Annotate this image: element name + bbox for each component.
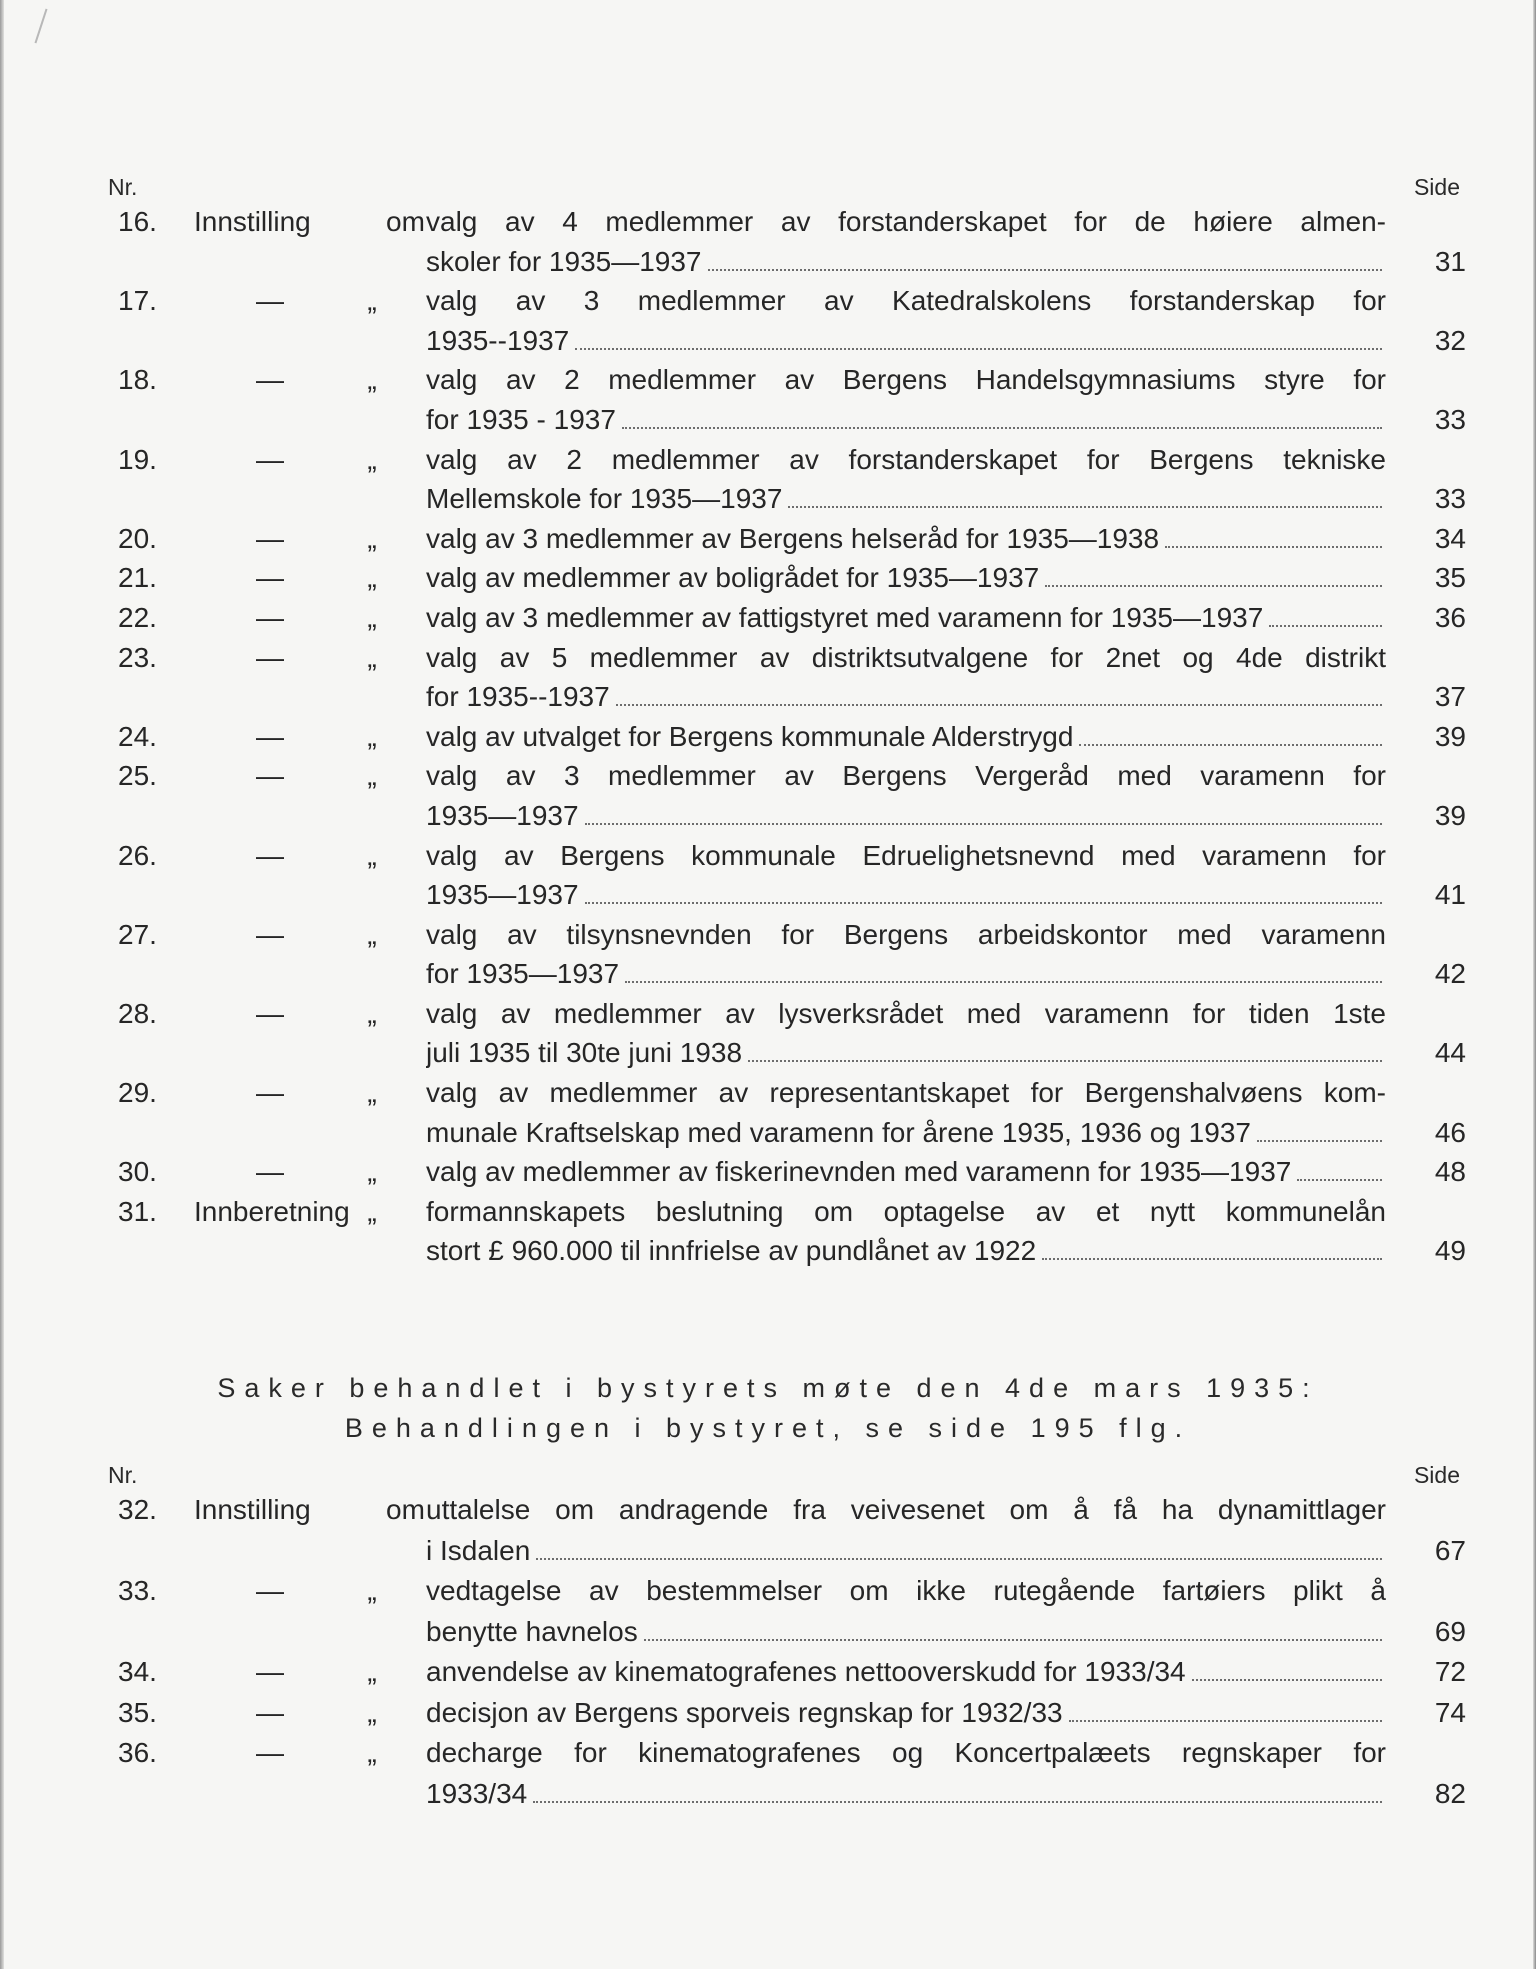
ditto-mark: „ <box>367 1696 377 1728</box>
toc-entry-line <box>100 1652 1466 1693</box>
toc-entry-line <box>100 915 1466 955</box>
pencil-mark <box>34 9 47 44</box>
toc-header <box>100 166 1466 202</box>
entry-text-last: for 1935—1937 <box>426 958 620 990</box>
entry-number: 20. <box>118 522 157 554</box>
entry-text-last: skoler for 1935—1937 <box>426 245 702 277</box>
leader-dots <box>625 981 1382 983</box>
entry-text <box>426 796 1386 836</box>
entry-kind: — <box>256 1077 284 1109</box>
entry-page: 37 <box>1434 681 1466 713</box>
entry-page: 72 <box>1434 1656 1466 1687</box>
entry-page: 67 <box>1434 1534 1466 1566</box>
entry-text-last: valg av medlemmer av boligrådet for 1935—1937 <box>426 562 1040 594</box>
toc-entries <box>100 202 1466 1271</box>
entry-text-last: for 1935--1937 <box>426 681 610 713</box>
toc-entry-line <box>100 638 1466 678</box>
toc-section-2 <box>100 1454 1466 1814</box>
leader-dots <box>644 1639 1382 1641</box>
toc-entry-line <box>100 1490 1466 1531</box>
entry-text <box>426 558 1386 598</box>
entry-om: om <box>386 206 425 237</box>
toc-entry-line <box>100 994 1466 1034</box>
entry-page: 32 <box>1434 324 1466 356</box>
entry-kind: — <box>256 1575 284 1606</box>
toc-entry <box>100 598 1466 638</box>
ditto-mark: „ <box>367 918 377 950</box>
entry-text-last: 1935--1937 <box>426 324 570 356</box>
entry-page: 44 <box>1434 1037 1466 1069</box>
entry-text-last: decisjon av Bergens sporveis regnskap for 1932/33 <box>426 1696 1063 1728</box>
entry-text-last: valg av 3 medlemmer av fattigstyret med varamenn for 1935—1937 <box>426 601 1264 633</box>
toc-entry <box>100 994 1466 1073</box>
entry-text-last: valg av medlemmer av fiskerinevnden med varamenn for 1935—1937 <box>426 1156 1292 1188</box>
entry-page: 36 <box>1434 601 1466 633</box>
entry-text-last: for 1935 - 1937 <box>426 403 616 435</box>
entry-text: valg av 4 medlemmer av forstanderskapet for de høiere almen- <box>426 206 1386 237</box>
toc-entry-line <box>100 1192 1466 1232</box>
toc-entry-line <box>100 1733 1466 1774</box>
entry-text-last: stort £ 960.000 til innfrielse av pundlånet av 1922 <box>426 1235 1037 1267</box>
entry-text <box>426 400 1386 440</box>
toc-entry <box>100 202 1466 281</box>
entry-number: 29. <box>118 1077 157 1109</box>
entry-text-last: juli 1935 til 30te juni 1938 <box>426 1037 743 1069</box>
toc-entry <box>100 1152 1466 1192</box>
leader-dots <box>1042 1258 1382 1260</box>
leader-dots <box>1069 1720 1382 1722</box>
toc-entry-line <box>100 1531 1466 1572</box>
entry-text <box>426 519 1386 559</box>
toc-entry-line <box>100 1612 1466 1653</box>
entry-kind: — <box>256 1696 284 1728</box>
entry-kind: — <box>256 720 284 752</box>
entry-number: 19. <box>118 443 157 475</box>
entry-kind: — <box>256 364 284 396</box>
toc-entry-line <box>100 281 1466 321</box>
entry-page: 74 <box>1434 1696 1466 1728</box>
leader-dots <box>1192 1679 1382 1681</box>
toc-entry <box>100 717 1466 757</box>
ditto-mark: „ <box>367 997 377 1029</box>
entry-text: valg av tilsynsnevnden for Bergens arbeidskontor med varamenn <box>426 918 1386 950</box>
entry-page: 49 <box>1434 1235 1466 1267</box>
ditto-mark: „ <box>367 641 377 673</box>
entry-text <box>426 1693 1386 1734</box>
toc-entry-line <box>100 1774 1466 1815</box>
toc-entry <box>100 756 1466 835</box>
leader-dots <box>788 506 1382 508</box>
ditto-mark: „ <box>367 522 377 554</box>
entry-number: 30. <box>118 1156 157 1188</box>
toc-entry-line <box>100 1231 1466 1271</box>
entry-text: valg av Bergens kommunale Edruelighetsnevnd med varamenn for <box>426 839 1386 871</box>
toc-entry <box>100 440 1466 519</box>
entry-text <box>426 1113 1386 1153</box>
leader-dots <box>1079 744 1382 746</box>
entry-number: 27. <box>118 918 157 950</box>
entry-kind: — <box>256 443 284 475</box>
toc-entry <box>100 1073 1466 1152</box>
entry-kind: — <box>256 997 284 1029</box>
ditto-mark: „ <box>367 839 377 871</box>
toc-entry-line <box>100 836 1466 876</box>
entry-text-last: 1933/34 <box>426 1777 528 1809</box>
ditto-mark: „ <box>367 364 377 396</box>
entry-text-last: munale Kraftselskap med varamenn for årene 1935, 1936 og 1937 <box>426 1116 1251 1148</box>
entry-page: 33 <box>1434 483 1466 515</box>
toc-entry-line <box>100 1571 1466 1612</box>
toc-entry-line <box>100 1073 1466 1113</box>
entry-kind: Innstilling <box>194 206 311 237</box>
toc-entry-line <box>100 558 1466 598</box>
entry-kind: — <box>256 641 284 673</box>
entry-text: valg av 2 medlemmer av Bergens Handelsgymnasiums styre for <box>426 364 1386 396</box>
entry-text-last: 1935—1937 <box>426 799 579 831</box>
ditto-mark: „ <box>367 1195 377 1227</box>
entry-kind: — <box>256 1656 284 1687</box>
ditto-mark: „ <box>367 562 377 594</box>
toc-entry-line <box>100 1033 1466 1073</box>
entry-text <box>426 677 1386 717</box>
entry-text <box>426 1612 1386 1653</box>
entry-page: 35 <box>1434 562 1466 594</box>
entry-number: 21. <box>118 562 157 594</box>
ditto-mark: „ <box>367 443 377 475</box>
entry-page: 82 <box>1434 1777 1466 1809</box>
leader-dots <box>1297 1179 1382 1181</box>
entry-text-last: valg av utvalget for Bergens kommunale Alderstrygd <box>426 720 1074 752</box>
entry-page: 48 <box>1434 1156 1466 1188</box>
leader-dots <box>536 1558 1382 1560</box>
ditto-mark: „ <box>367 1737 377 1768</box>
column-header-nr: Nr. <box>108 174 138 200</box>
toc-entry-line <box>100 519 1466 559</box>
toc-entry-line <box>100 1693 1466 1734</box>
toc-entry <box>100 1693 1466 1734</box>
entry-kind: — <box>256 562 284 594</box>
entry-number: 32. <box>118 1494 157 1525</box>
ditto-mark: „ <box>367 1156 377 1188</box>
toc-entry <box>100 638 1466 717</box>
entry-text <box>426 1774 1386 1815</box>
entry-page: 34 <box>1434 522 1466 554</box>
toc-entry <box>100 558 1466 598</box>
entry-page: 31 <box>1434 245 1466 277</box>
entry-kind: — <box>256 839 284 871</box>
toc-entries <box>100 1490 1466 1814</box>
leader-dots <box>622 427 1382 429</box>
entry-number: 26. <box>118 839 157 871</box>
leader-dots <box>533 1801 1382 1803</box>
entry-number: 34. <box>118 1656 157 1687</box>
toc-entry <box>100 281 1466 360</box>
entry-number: 16. <box>118 206 157 237</box>
entry-page: 42 <box>1434 958 1466 990</box>
entry-number: 33. <box>118 1575 157 1606</box>
entry-page: 33 <box>1434 403 1466 435</box>
entry-text-last: 1935—1937 <box>426 879 579 911</box>
entry-text: vedtagelse av bestemmelser om ikke rutegående fartøiers plikt å <box>426 1575 1386 1606</box>
entry-kind: — <box>256 1737 284 1768</box>
toc-entry-line <box>100 440 1466 480</box>
entry-text <box>426 954 1386 994</box>
leader-dots <box>585 902 1382 904</box>
entry-text <box>426 1033 1386 1073</box>
entry-number: 28. <box>118 997 157 1029</box>
ditto-mark: „ <box>367 1656 377 1687</box>
column-header-side: Side <box>1413 1462 1460 1488</box>
ditto-mark: „ <box>367 1077 377 1109</box>
entry-page: 39 <box>1434 720 1466 752</box>
entry-text <box>426 598 1386 638</box>
toc-entry <box>100 519 1466 559</box>
toc-entry-line <box>100 242 1466 282</box>
entry-text: valg av medlemmer av representantskapet for Bergenshalvøens kom- <box>426 1077 1386 1109</box>
toc-entry-line <box>100 677 1466 717</box>
page-left-edge <box>0 0 4 1969</box>
entry-kind: — <box>256 522 284 554</box>
toc-entry-line <box>100 1113 1466 1153</box>
entry-om: om <box>386 1494 425 1525</box>
entry-number: 22. <box>118 601 157 633</box>
leader-dots <box>1045 585 1382 587</box>
entry-text: valg av 5 medlemmer av distriktsutvalgene for 2net og 4de distrikt <box>426 641 1386 673</box>
leader-dots <box>748 1060 1382 1062</box>
toc-entry-line <box>100 717 1466 757</box>
entry-kind: — <box>256 285 284 317</box>
entry-text: valg av 2 medlemmer av forstanderskapet for Bergens tekniske <box>426 443 1386 475</box>
toc-entry-line <box>100 1152 1466 1192</box>
entry-text-last: benytte havnelos <box>426 1615 638 1647</box>
entry-text-last: i Isdalen <box>426 1534 531 1566</box>
toc-entry <box>100 1652 1466 1693</box>
toc-entry <box>100 1490 1466 1571</box>
toc-entry-line <box>100 360 1466 400</box>
column-header-nr: Nr. <box>108 1462 138 1488</box>
entry-number: 17. <box>118 285 157 317</box>
entry-kind: — <box>256 918 284 950</box>
toc-entry-line <box>100 875 1466 915</box>
leader-dots <box>708 269 1382 271</box>
toc-entry <box>100 915 1466 994</box>
leader-dots <box>1269 625 1382 627</box>
entry-page: 41 <box>1434 879 1466 911</box>
entry-text-last: anvendelse av kinematografenes nettooverskudd for 1933/34 <box>426 1656 1186 1687</box>
leader-dots <box>585 823 1382 825</box>
toc-entry <box>100 836 1466 915</box>
entry-text: decharge for kinematografenes og Koncertpalæets regnskaper for <box>426 1737 1386 1768</box>
entry-page: 46 <box>1434 1116 1466 1148</box>
section-subheading: Behandlingen i bystyret, se side 195 flg. <box>344 1413 1192 1443</box>
entry-page: 39 <box>1434 799 1466 831</box>
ditto-mark: „ <box>367 1575 377 1606</box>
toc-entry-line <box>100 954 1466 994</box>
toc-entry-line <box>100 479 1466 519</box>
toc-entry-line <box>100 400 1466 440</box>
entry-text: formannskapets beslutning om optagelse av et nytt kommunelån <box>426 1195 1386 1227</box>
leader-dots <box>616 704 1382 706</box>
entry-text <box>426 1231 1386 1271</box>
ditto-mark: „ <box>367 760 377 792</box>
entry-text-last: valg av 3 medlemmer av Bergens helseråd for 1935—1938 <box>426 522 1160 554</box>
toc-entry <box>100 1192 1466 1271</box>
toc-entry-line <box>100 598 1466 638</box>
ditto-mark: „ <box>367 720 377 752</box>
entry-number: 36. <box>118 1737 157 1768</box>
column-header-side: Side <box>1413 174 1460 200</box>
entry-text <box>426 1152 1386 1192</box>
toc-entry-line <box>100 756 1466 796</box>
leader-dots <box>1257 1140 1382 1142</box>
toc-entry-line <box>100 321 1466 361</box>
entry-number: 24. <box>118 720 157 752</box>
entry-number: 23. <box>118 641 157 673</box>
toc-entry-line <box>100 202 1466 242</box>
entry-kind: — <box>256 601 284 633</box>
entry-text: valg av 3 medlemmer av Bergens Vergeråd med varamenn for <box>426 760 1386 792</box>
entry-kind: Innstilling <box>194 1494 311 1525</box>
entry-text: valg av 3 medlemmer av Katedralskolens forstanderskap for <box>426 285 1386 317</box>
section-heading: Saker behandlet i bystyrets møte den 4de mars 1935: <box>217 1373 1319 1403</box>
entry-number: 25. <box>118 760 157 792</box>
entry-text <box>426 1531 1386 1572</box>
entry-number: 18. <box>118 364 157 396</box>
entry-text <box>426 875 1386 915</box>
toc-entry-line <box>100 796 1466 836</box>
leader-dots <box>1165 546 1382 548</box>
toc-entry <box>100 360 1466 439</box>
entry-text: uttalelse om andragende fra veivesenet om å få ha dynamittlager <box>426 1494 1386 1525</box>
entry-kind: — <box>256 1156 284 1188</box>
entry-text-last: Mellemskole for 1935—1937 <box>426 483 783 515</box>
ditto-mark: „ <box>367 285 377 317</box>
leader-dots <box>575 348 1382 350</box>
entry-text <box>426 717 1386 757</box>
entry-number: 35. <box>118 1696 157 1728</box>
entry-text <box>426 321 1386 361</box>
toc-header <box>100 1454 1466 1490</box>
entry-number: 31. <box>118 1195 157 1227</box>
ditto-mark: „ <box>367 601 377 633</box>
entry-page: 69 <box>1434 1615 1466 1647</box>
entry-text <box>426 479 1386 519</box>
toc-entry <box>100 1733 1466 1814</box>
toc-entry <box>100 1571 1466 1652</box>
entry-text <box>426 242 1386 282</box>
toc-section-1 <box>100 166 1466 1271</box>
entry-text: valg av medlemmer av lysverksrådet med varamenn for tiden 1ste <box>426 997 1386 1029</box>
entry-kind: — <box>256 760 284 792</box>
entry-kind: Innberetning <box>194 1195 350 1227</box>
entry-text <box>426 1652 1386 1693</box>
